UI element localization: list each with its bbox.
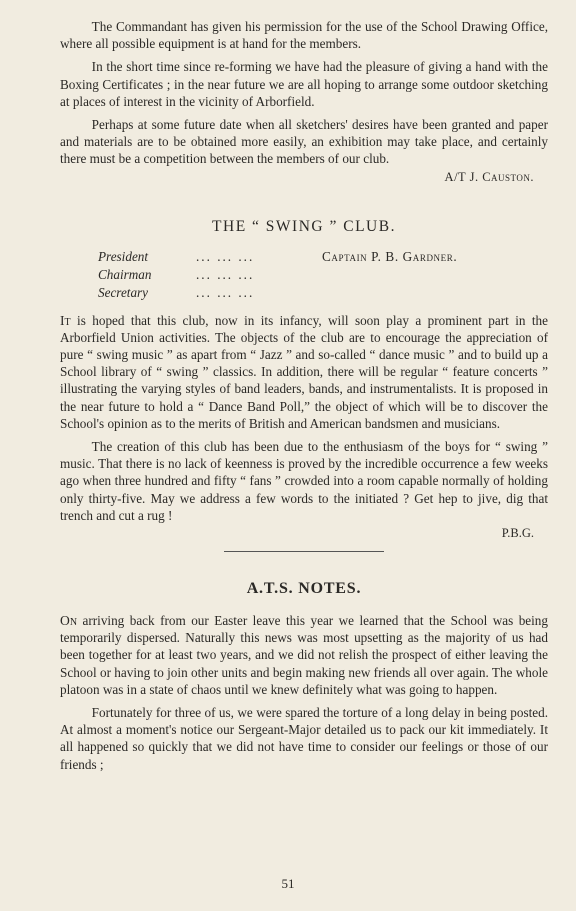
officer-row-chairman (98, 266, 548, 284)
officer-holder: Captain P. B. Gardner. (322, 248, 458, 264)
officer-row-secretary (98, 284, 548, 302)
ats-notes-paragraph-1 (60, 612, 548, 698)
drawing-club-signature: A/T J. Causton. (444, 169, 534, 184)
ats-notes-title: A.T.S. NOTES. (246, 580, 362, 598)
drawing-club-paragraph-3: Perhaps at some future date when all sketchers' desires have been granted and paper and materials are to be obtained more easily, an exhibition may take place, and certainly there must be a competition between the members of our club. (60, 117, 548, 167)
page-number: 51 (281, 876, 295, 891)
swing-club-paragraph-2: The creation of this club has been due to the enthusiasm of the boys for “ swing ” music. That there is no lack of keenness is proved by the incredible occurrence a few weeks ago when three hundred and fifty “ fans ” crowded into a room capable normally of holding only thirty-five. May we address a few words to the initiated ? Get hep to jive, dig that trench and cut a rug ! (60, 439, 548, 523)
officer-dots: ... ... ... (196, 284, 255, 300)
paragraph-body: is hoped that this club, now in its infancy, will soon play a prominent part in the Arborfield Union activities. The objects of the club are to encourage the appreciation of pure “ swing music ” as apart from “ Jazz ” and so-called “ dance music ” and to build up a School library of “ swing ” classics. In addition, there will be regular “ feature concerts ” illustrating the varying styles of band leaders, bands, and instrumentalists. It is proposed in the near future to hold a “ Dance Band Poll,” the object of which will be to discover the School's opinion as to the merits of British and American bandsmen and musicians. (60, 312, 548, 431)
ats-notes-paragraph-2: Fortunately for three of us, we were spared the torture of a long delay in being posted. At almost a moment's notice our Sergeant-Major detailed us to pack our kit immediately. It all happened so quickly that we did not have time to consider our feelings or those of our friends ; (60, 705, 548, 772)
lead-word: On (60, 613, 78, 629)
officer-dots: ... ... ... (196, 248, 255, 264)
swing-club-section (60, 218, 548, 552)
drawing-club-paragraph-2: In the short time since re-forming we have had the pleasure of giving a hand with the Boxing Certificates ; in the near future we are all hoping to arrange some outdoor sketching at places of interest in the vicinity of Arborfield. (60, 59, 548, 109)
officer-dots: ... ... ... (196, 266, 255, 282)
paragraph-body: arriving back from our Easter leave this year we learned that the School was being temporarily dispersed. Naturally this news was most upsetting as the majority of us had been together for at least two years, and we did not relish the prospect of either leaving the School or having to join other units and begin making new friends all over again. The whole platoon was in a state of chaos until we knew definitely what was going to happen. (60, 613, 548, 697)
drawing-club-paragraph-1: The Commandant has given his permission for the use of the School Drawing Office, where all possible equipment is at hand for the members. (60, 19, 548, 52)
officers-list (98, 248, 548, 302)
swing-club-title: THE “ SWING ” CLUB. (212, 217, 396, 235)
lead-word: It (60, 312, 71, 328)
officer-row-president (98, 248, 548, 266)
drawing-club-section (60, 18, 548, 186)
officer-role: President (98, 248, 149, 264)
officer-role: Secretary (98, 284, 149, 300)
swing-club-signature: P.B.G. (501, 526, 534, 541)
section-divider (224, 551, 384, 552)
swing-club-paragraph-1 (60, 312, 548, 432)
ats-notes-section (60, 580, 548, 773)
officer-role: Chairman (98, 266, 152, 282)
